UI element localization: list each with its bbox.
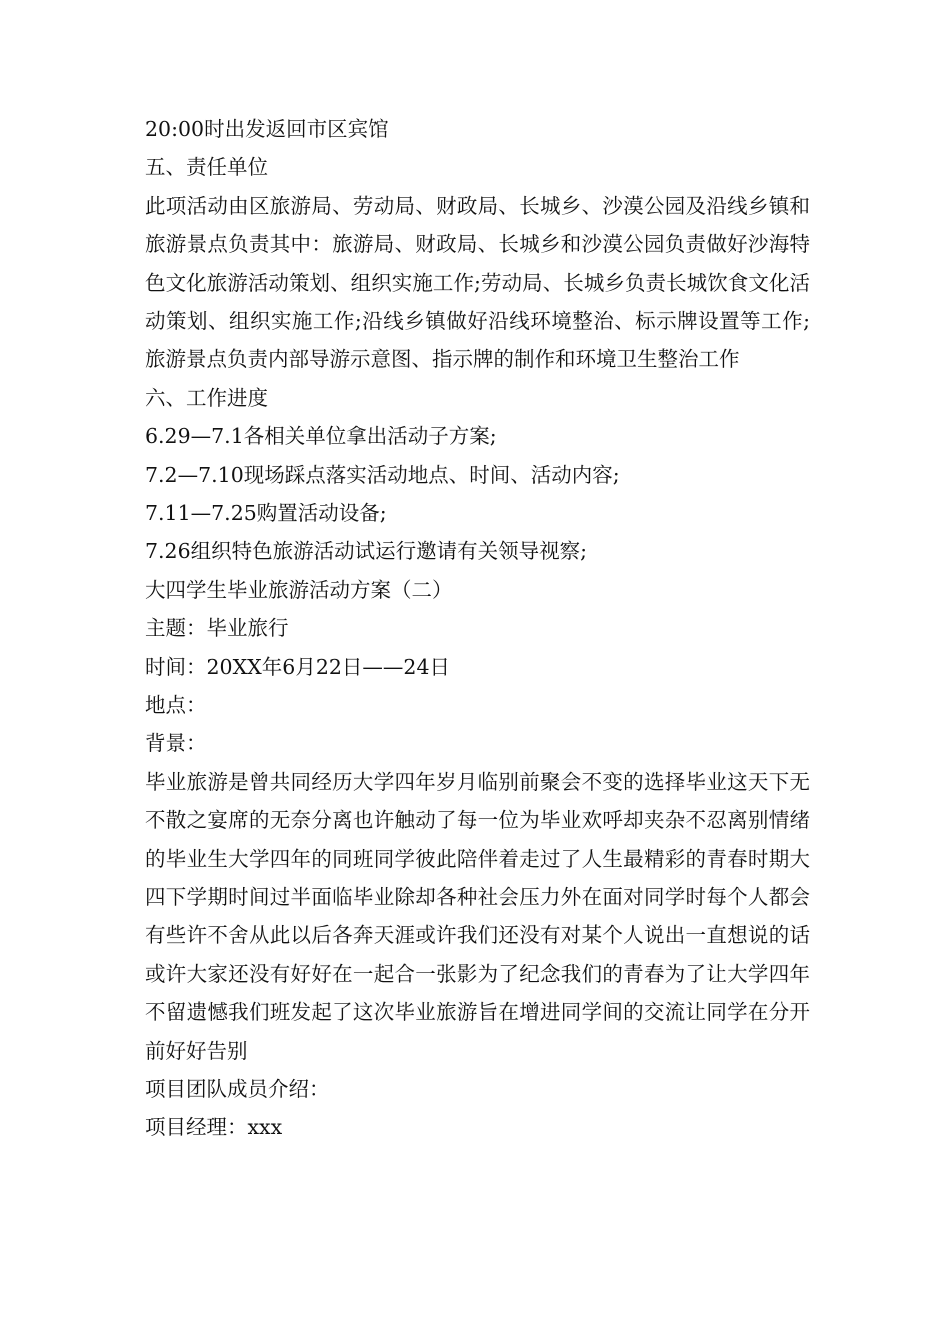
theme-line: 主题：毕业旅行	[145, 616, 289, 641]
section-heading-responsibility: 五、责任单位	[145, 155, 268, 180]
manager-line: 项目经理：xxx	[145, 1115, 283, 1140]
responsibility-paragraph: 此项活动由区旅游局、劳动局、财政局、长城乡、沙漠公园及沿线乡镇和旅游景点负责其中：旅游局、财政局、长城乡和沙漠公园负责做好沙海特色文化旅游活动策划、组织实施工作;劳动局、长城乡负责长城饮食文化活动策划、组织实施工作;沿线乡镇做好沿线环境整治、标示牌设置等工作;旅游景点负责内部导游示意图、指示牌的制作和环境卫生整治工作	[145, 193, 810, 372]
progress-item: 6.29—7.1各相关单位拿出活动子方案;	[145, 424, 497, 449]
background-label: 背景：	[145, 731, 207, 756]
team-intro-line: 项目团队成员介绍：	[145, 1076, 330, 1101]
progress-item: 7.11—7.25购置活动设备;	[145, 500, 387, 525]
time-line: 时间：20XX年6月22日——24日	[145, 654, 450, 679]
progress-item: 7.26组织特色旅游活动试运行邀请有关领导视察;	[145, 539, 588, 564]
background-paragraph: 毕业旅游是曾共同经历大学四年岁月临别前聚会不变的选择毕业这天下无不散之宴席的无奈分离也许触动了每一位为毕业欢呼却夹杂不忍离别情绪的毕业生大学四年的同班同学彼此陪伴着走过了人生最精彩的青春时期大四下学期时间过半面临毕业除却各种社会压力外在面对同学时每个人都会有些许不舍从此以后各奔天涯或许我们还没有对某个人说出一直想说的话或许大家还没有好好在一起合一张影为了纪念我们的青春为了让大学四年不留遗憾我们班发起了这次毕业旅游旨在增进同学间的交流让同学在分开前好好告别	[145, 769, 810, 1063]
plan-title: 大四学生毕业旅游活动方案（二）	[145, 577, 453, 602]
document-body	[145, 110, 810, 1147]
schedule-line: 20:00时出发返回市区宾馆	[145, 117, 389, 141]
place-line: 地点：	[145, 692, 207, 717]
progress-item: 7.2—7.10现场踩点落实活动地点、时间、活动内容;	[145, 462, 620, 487]
section-heading-progress: 六、工作进度	[145, 385, 268, 410]
